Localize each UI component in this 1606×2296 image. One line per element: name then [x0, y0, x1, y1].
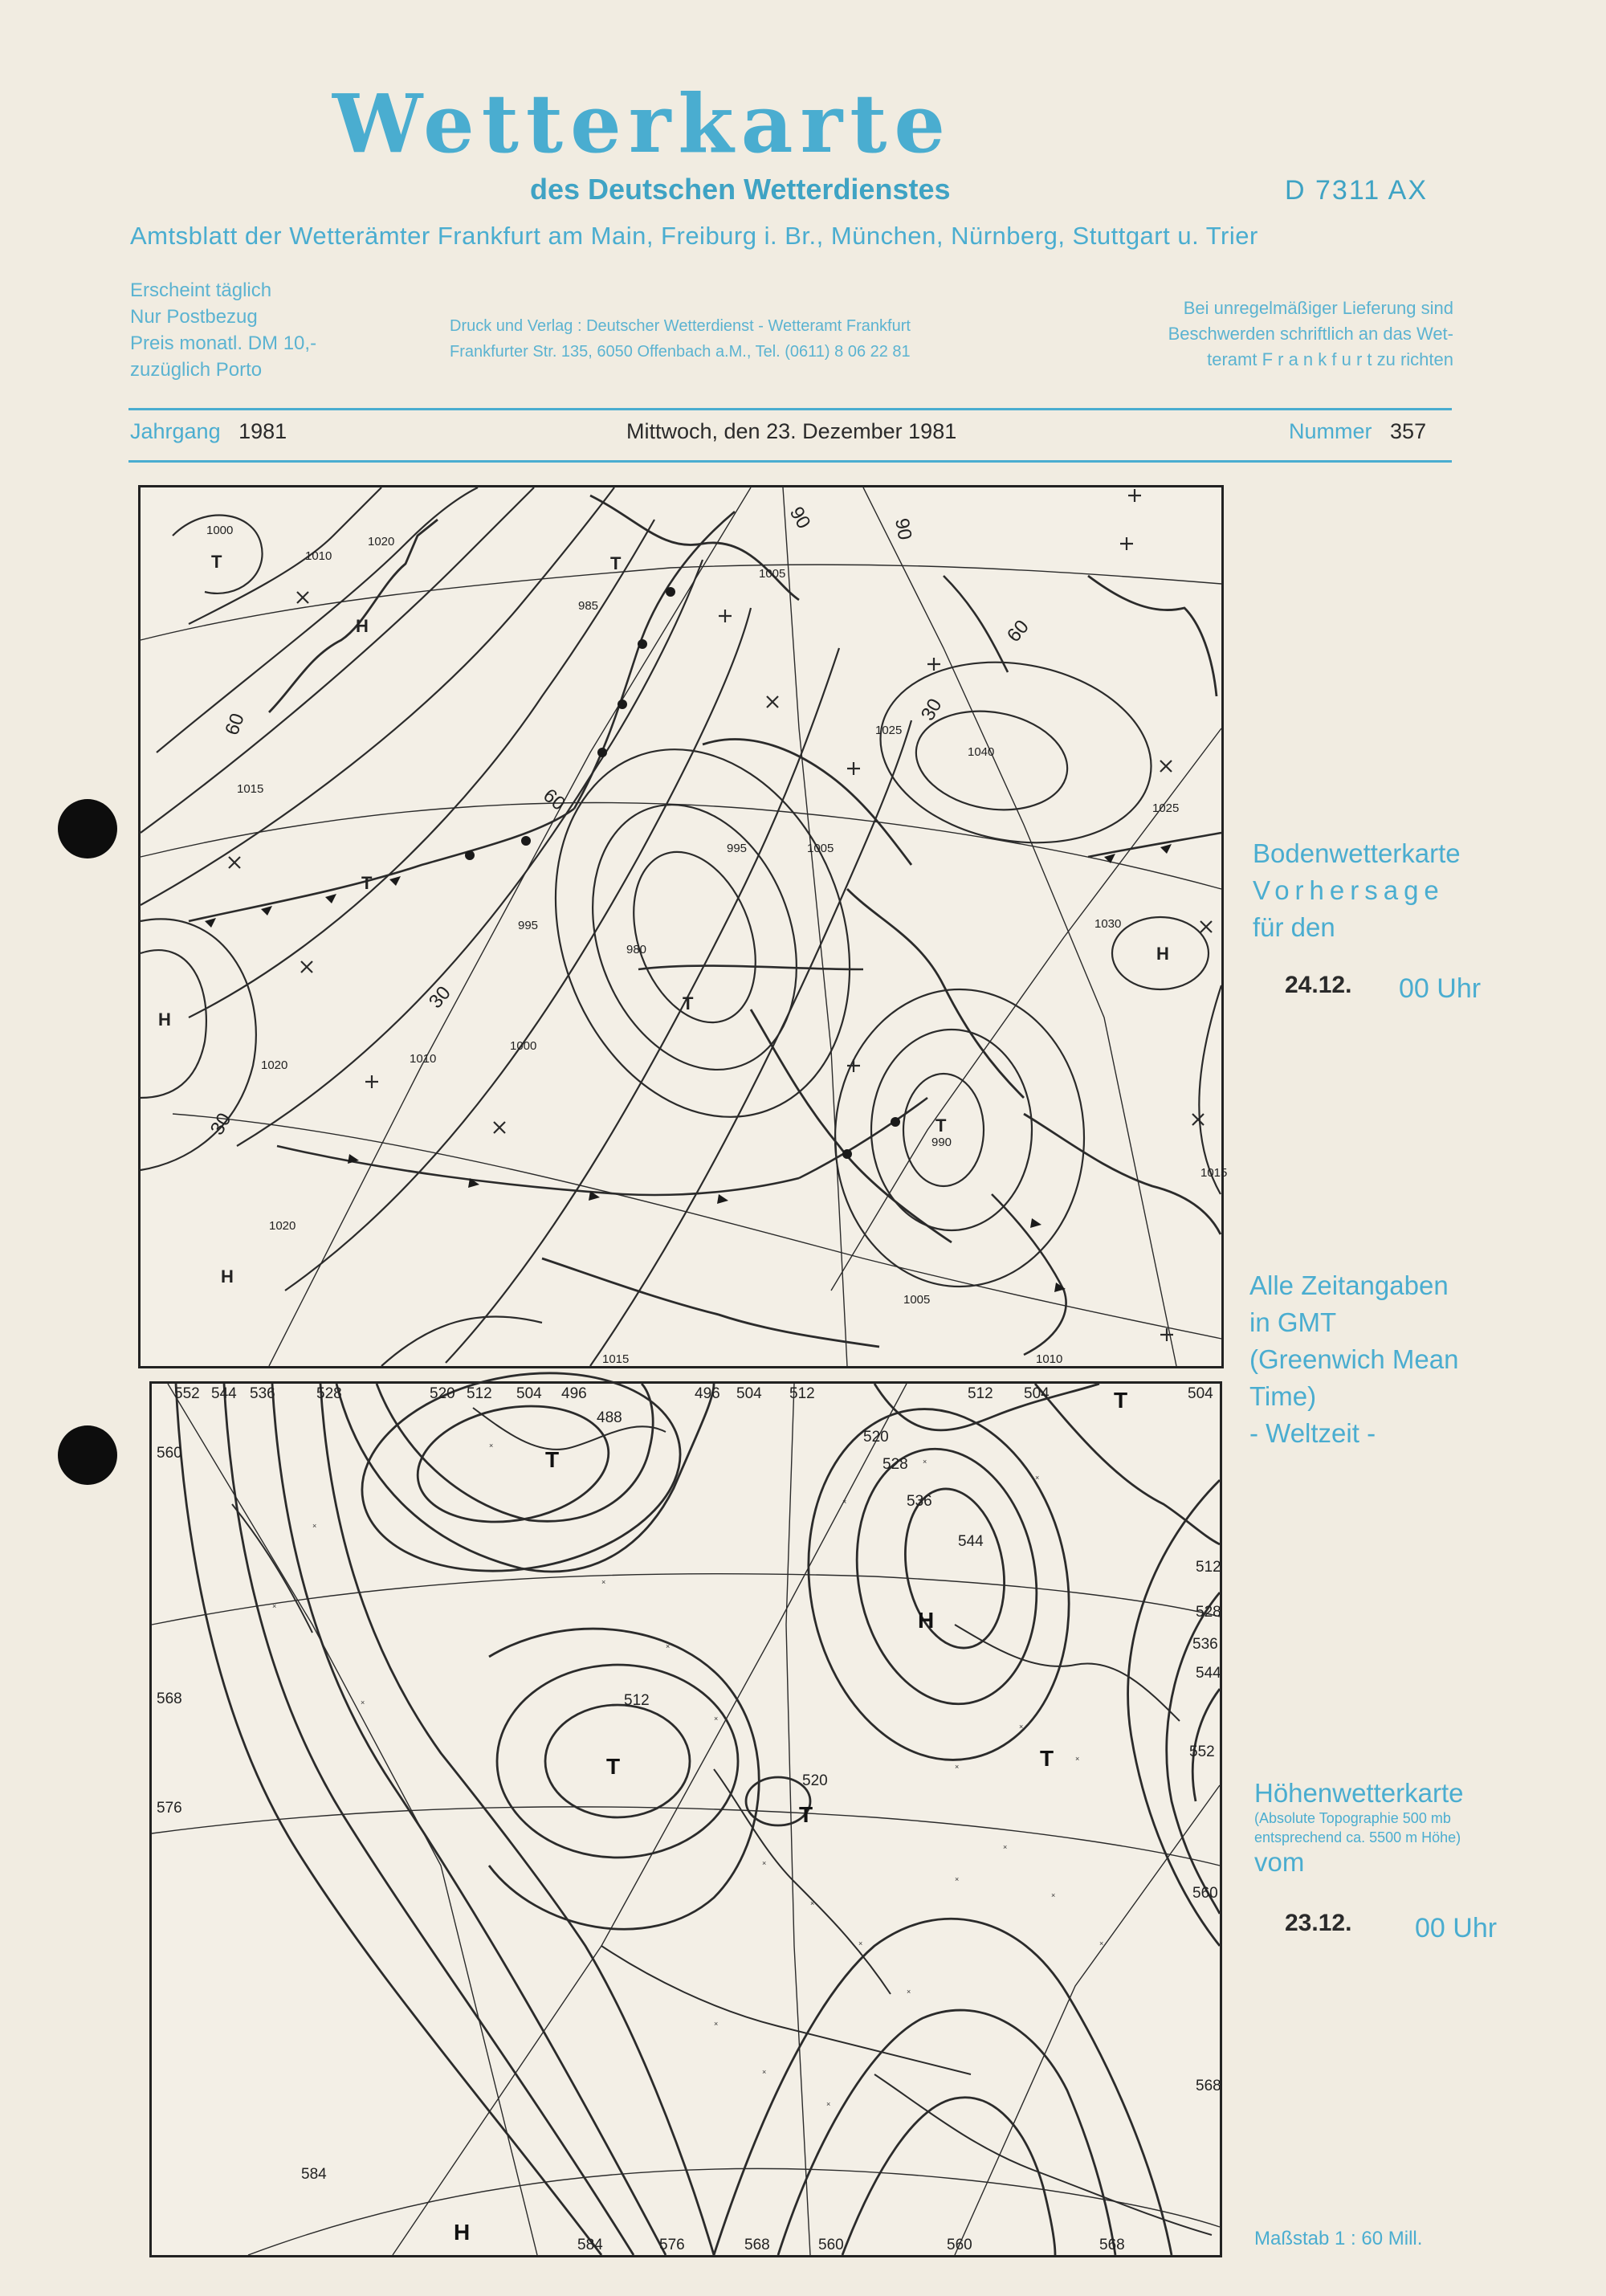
- svg-text:×: ×: [1003, 1843, 1008, 1851]
- time-note-line: Time): [1249, 1381, 1317, 1411]
- jahrgang-label: Jahrgang: [130, 419, 221, 443]
- grid-label: 60: [539, 784, 569, 815]
- pressure-center-high: H: [158, 1009, 171, 1030]
- contour-label: 504: [736, 1385, 762, 1402]
- complaint-line: Bei unregelmäßiger Lieferung sind: [1183, 298, 1453, 318]
- contour-label: 496: [695, 1385, 720, 1402]
- contour-label: 512: [1196, 1559, 1221, 1576]
- svg-text:×: ×: [1019, 1723, 1024, 1731]
- contour-label: 560: [1192, 1885, 1218, 1902]
- contour-label: 536: [1192, 1636, 1218, 1653]
- time-note-line: (Greenwich Mean: [1249, 1344, 1459, 1374]
- contour-label: 584: [301, 2166, 327, 2183]
- surface-map-date: 24.12.: [1285, 972, 1352, 998]
- svg-text:×: ×: [907, 1988, 911, 1996]
- grid-label: 30: [916, 695, 947, 724]
- svg-text:×: ×: [312, 1522, 317, 1530]
- contour-label: 512: [467, 1385, 492, 1402]
- isobar-label: 1010: [410, 1052, 437, 1066]
- nummer: [1289, 419, 1426, 444]
- caption-line: Höhenwetterkarte: [1254, 1778, 1464, 1808]
- grid-label: 60: [1002, 616, 1033, 646]
- isobar-label: 1015: [602, 1352, 630, 1366]
- header-rule-top: [128, 408, 1452, 410]
- pressure-center-low: T: [361, 873, 373, 893]
- contour-label: 536: [250, 1385, 275, 1402]
- pressure-center-low: T: [610, 553, 622, 573]
- svg-text:×: ×: [601, 1578, 606, 1586]
- upper-center-high: H: [454, 2220, 471, 2245]
- surface-map-caption: [1253, 835, 1461, 946]
- svg-text:×: ×: [1099, 1939, 1104, 1947]
- complaint-line: Beschwerden schriftlich an das Wet-: [1168, 324, 1453, 344]
- contour-label: 544: [958, 1533, 984, 1550]
- upper-center-low: T: [1040, 1746, 1054, 1771]
- contour-label: 544: [211, 1385, 237, 1402]
- surface-map-time: 00 Uhr: [1399, 973, 1482, 1004]
- jahrgang: [130, 419, 287, 444]
- map-scale: Maßstab 1 : 60 Mill.: [1254, 2228, 1423, 2249]
- caption-line: Vorhersage: [1253, 875, 1445, 905]
- time-note-line: - Weltzeit -: [1249, 1418, 1376, 1448]
- pressure-center-low: T: [211, 552, 222, 572]
- punch-hole-top: [58, 799, 117, 858]
- page-title: Wetterkarte: [332, 76, 953, 171]
- isobar-label: 980: [626, 943, 647, 956]
- complaint-info: [1108, 296, 1453, 373]
- contour-label: 528: [882, 1456, 908, 1473]
- caption-line: für den: [1253, 912, 1335, 942]
- svg-text:×: ×: [858, 1939, 863, 1947]
- caption-line: Bodenwetterkarte: [1253, 838, 1461, 868]
- svg-text:×: ×: [361, 1699, 365, 1707]
- svg-text:×: ×: [1035, 1474, 1040, 1482]
- contour-label: 544: [1196, 1665, 1221, 1682]
- contour-label: 568: [157, 1690, 182, 1707]
- isobar-label: 1020: [368, 535, 395, 549]
- pressure-center-high: H: [221, 1266, 234, 1287]
- time-note-line: Alle Zeitangaben: [1249, 1270, 1449, 1300]
- grid-label: 30: [424, 982, 455, 1013]
- svg-text:×: ×: [714, 1715, 719, 1723]
- isobar-label: 1015: [1200, 1166, 1228, 1180]
- info-line: Preis monatl. DM 10,-: [130, 332, 317, 354]
- caption-small-line: (Absolute Topographie 500 mb: [1254, 1810, 1451, 1826]
- contour-label: 520: [430, 1385, 455, 1402]
- isobar-label: 1025: [1152, 801, 1180, 815]
- svg-text:×: ×: [826, 2100, 831, 2108]
- svg-text:×: ×: [762, 1859, 767, 1867]
- contour-label: 528: [316, 1385, 342, 1402]
- upper-air-map: [149, 1381, 1222, 2257]
- surface-map-drawing: [141, 487, 1228, 1366]
- publisher-info: [450, 313, 911, 365]
- isobar-label: 985: [578, 599, 599, 613]
- isobar-label: 1010: [305, 549, 332, 563]
- svg-text:×: ×: [810, 1899, 815, 1907]
- time-note: [1249, 1267, 1458, 1452]
- contour-label: 552: [1189, 1743, 1215, 1760]
- isobar-label: 1005: [759, 567, 786, 581]
- contour-label: 536: [907, 1493, 932, 1510]
- contour-label: 520: [863, 1429, 889, 1446]
- isobar-label: 1005: [807, 842, 834, 855]
- contour-label: 528: [1196, 1604, 1221, 1621]
- time-note-line: in GMT: [1249, 1307, 1337, 1337]
- isobar-label: 1040: [968, 745, 995, 759]
- upper-contour-labels-bottom: [577, 2237, 1125, 2253]
- surface-centers: [158, 552, 1169, 1287]
- amtsblatt-line: Amtsblatt der Wetterämter Frankfurt am Main, Freiburg i. Br., München, Nürnberg, Stuttgart u. Trier: [130, 222, 1258, 250]
- contour-label: 512: [968, 1385, 993, 1402]
- upper-map-caption: [1254, 1778, 1463, 1878]
- grid-label: 90: [785, 503, 815, 533]
- contour-label: 552: [174, 1385, 200, 1402]
- svg-text:×: ×: [762, 2068, 767, 2076]
- contour-label: 560: [157, 1445, 182, 1462]
- info-line: Nur Postbezug: [130, 306, 258, 328]
- upper-center-low: T: [799, 1802, 813, 1827]
- pressure-center-high: H: [1156, 944, 1169, 964]
- upper-map-drawing: [152, 1384, 1220, 2255]
- contour-label: 512: [789, 1385, 815, 1402]
- svg-text:×: ×: [489, 1442, 494, 1450]
- svg-text:×: ×: [1075, 1755, 1080, 1763]
- isobar-label: 1005: [903, 1293, 931, 1307]
- subscription-info: [130, 277, 316, 383]
- pressure-center-low: T: [935, 1115, 947, 1136]
- upper-map-time: 00 Uhr: [1415, 1913, 1498, 1943]
- contour-label: 568: [744, 2237, 770, 2253]
- isobar-label: 1000: [206, 524, 234, 537]
- nummer-label: Nummer: [1289, 419, 1372, 443]
- grid-label: 60: [221, 710, 249, 739]
- upper-center-high: H: [918, 1608, 935, 1633]
- contour-label: 488: [597, 1409, 622, 1426]
- contour-label: 568: [1099, 2237, 1125, 2253]
- complaint-line: teramt F r a n k f u r t zu richten: [1207, 349, 1453, 369]
- isobar-label: 1025: [875, 724, 903, 737]
- contour-label: 504: [1024, 1385, 1050, 1402]
- isobar-label: 1030: [1094, 917, 1122, 931]
- svg-text:×: ×: [666, 1642, 671, 1650]
- svg-text:×: ×: [923, 1458, 927, 1466]
- nummer-value: 357: [1390, 419, 1427, 443]
- info-line: zuzüglich Porto: [130, 359, 263, 381]
- info-line: Erscheint täglich: [130, 279, 272, 301]
- upper-contour-labels-top: [174, 1385, 1213, 1402]
- grid-label: 30: [206, 1109, 236, 1139]
- contour-label: 504: [516, 1385, 542, 1402]
- issue-date: Mittwoch, den 23. Dezember 1981: [626, 419, 957, 443]
- contour-label: 568: [1196, 2078, 1221, 2094]
- contour-label: 584: [577, 2237, 603, 2253]
- isobar-label: 1000: [510, 1039, 537, 1053]
- upper-map-date: 23.12.: [1285, 1910, 1352, 1936]
- pressure-center-low: T: [683, 993, 694, 1013]
- publisher-line: Druck und Verlag : Deutscher Wetterdienst - Wetteramt Frankfurt: [450, 317, 911, 335]
- isobar-label: 1015: [237, 782, 264, 796]
- contour-label: 504: [1188, 1385, 1213, 1402]
- contour-label: 560: [947, 2237, 972, 2253]
- contour-label: 512: [624, 1692, 650, 1709]
- contour-label: 560: [818, 2237, 844, 2253]
- svg-text:×: ×: [272, 1602, 277, 1610]
- svg-text:×: ×: [714, 2020, 719, 2028]
- isobar-label: 995: [518, 919, 539, 932]
- pressure-center-high: H: [356, 616, 369, 636]
- contour-label: 576: [157, 1800, 182, 1817]
- svg-text:×: ×: [955, 1875, 960, 1883]
- isobar-label: 995: [727, 842, 748, 855]
- caption-line: vom: [1254, 1847, 1305, 1877]
- contour-label: 496: [561, 1385, 587, 1402]
- punch-hole-bottom: [58, 1425, 117, 1485]
- isobar-label: 1020: [261, 1058, 288, 1072]
- isobar-label: 990: [931, 1136, 952, 1149]
- svg-text:×: ×: [842, 1498, 847, 1506]
- publication-code: D 7311 AX: [1285, 175, 1429, 206]
- upper-center-low: T: [1114, 1388, 1128, 1413]
- upper-center-low: T: [606, 1754, 621, 1779]
- page-subtitle: des Deutschen Wetterdienstes: [530, 173, 951, 206]
- grid-label: 90: [891, 516, 916, 542]
- surface-weather-map: [138, 485, 1228, 1368]
- caption-small-line: entsprechend ca. 5500 m Höhe): [1254, 1829, 1461, 1845]
- jahrgang-value: 1981: [238, 419, 287, 443]
- isobar-label: 1020: [269, 1219, 296, 1233]
- svg-text:×: ×: [1051, 1891, 1056, 1899]
- contour-label: 520: [802, 1772, 828, 1789]
- contour-label: 576: [659, 2237, 685, 2253]
- header-rule-bottom: [128, 460, 1452, 463]
- isobar-label: 1010: [1036, 1352, 1063, 1366]
- upper-center-low: T: [545, 1447, 560, 1472]
- svg-text:×: ×: [955, 1763, 960, 1771]
- publisher-line: Frankfurter Str. 135, 6050 Offenbach a.M., Tel. (0611) 8 06 22 81: [450, 343, 911, 361]
